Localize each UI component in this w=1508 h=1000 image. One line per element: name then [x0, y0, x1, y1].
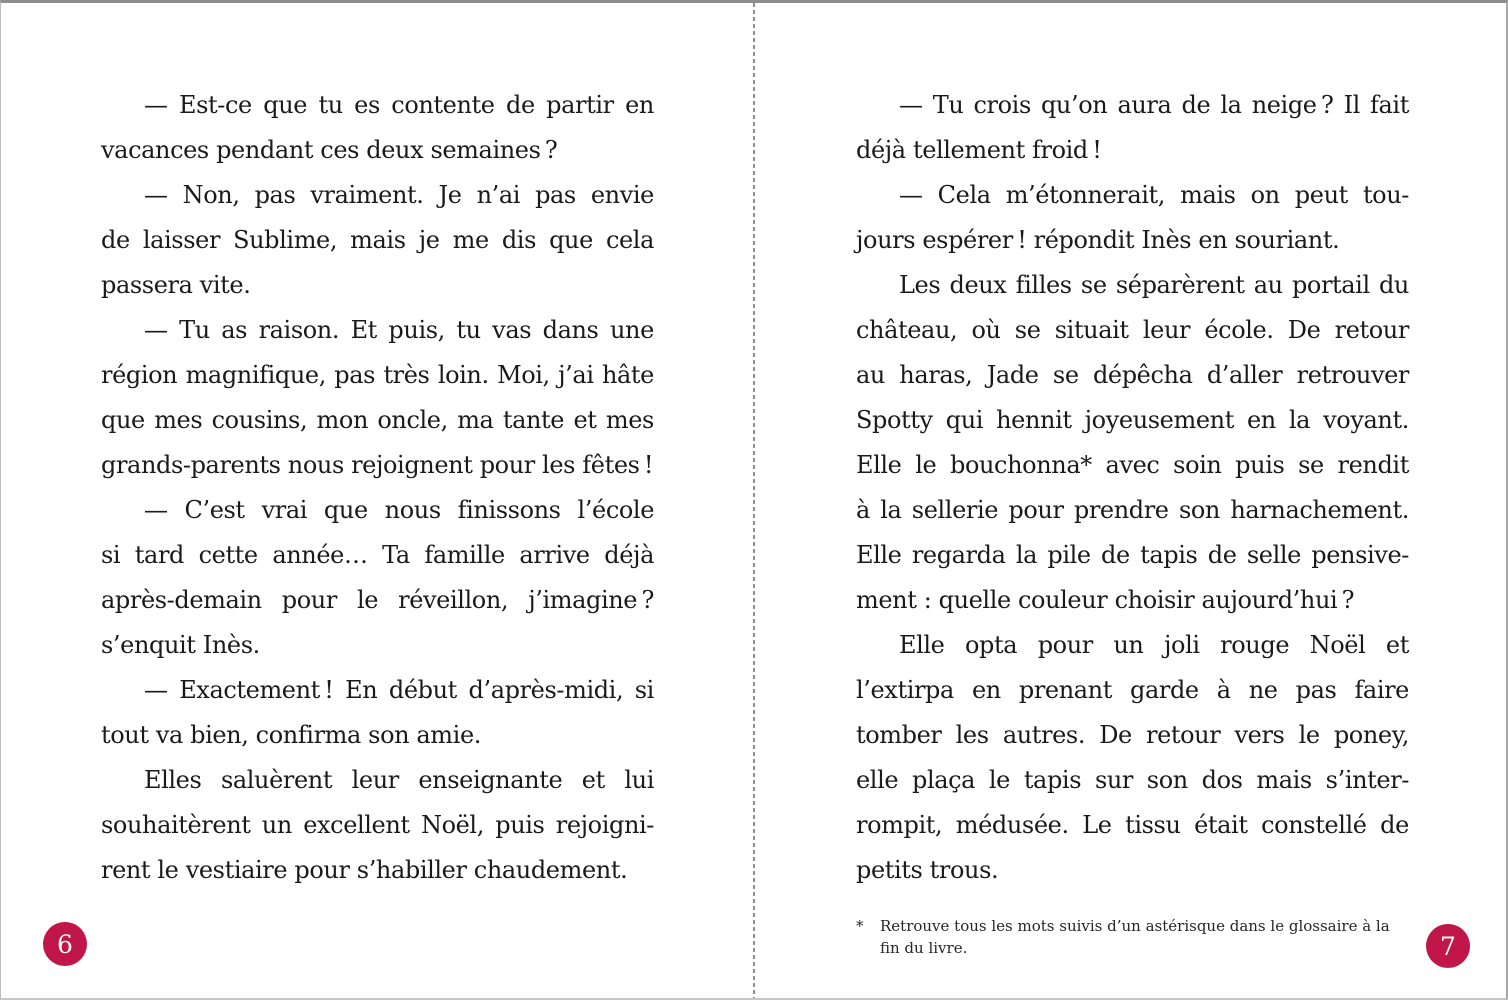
text-line: — Non, pas vraiment. Je n’ai pas envie — [144, 181, 654, 209]
text-line: rompit, médusée. Le tissu était constellé de — [856, 811, 1409, 839]
text-line: Spotty qui hennit joyeusement en la voyant. — [856, 406, 1409, 434]
text-line: ment : quelle couleur choisir aujourd’hui ? — [856, 586, 1355, 614]
text-line: elle plaça le tapis sur son dos mais s’inter- — [856, 766, 1409, 794]
text-line: de laisser Sublime, mais je me dis que cela — [101, 226, 654, 254]
text-line: — Tu crois qu’on aura de la neige ? Il fait — [899, 91, 1409, 119]
right-page-text — [856, 83, 1409, 893]
text-line: — Cela m’étonnerait, mais on peut tou- — [899, 181, 1409, 209]
page-divider — [753, 3, 755, 998]
text-line: tomber les autres. De retour vers le poney, — [856, 721, 1409, 749]
text-line: déjà tellement froid ! — [856, 136, 1102, 164]
text-line: s’enquit Inès. — [101, 631, 260, 659]
text-line: Les deux filles se séparèrent au portail du — [899, 271, 1409, 299]
text-line: — Exactement ! En début d’après-midi, si — [144, 676, 654, 704]
text-line: — Tu as raison. Et puis, tu vas dans une — [144, 316, 654, 344]
text-line: région magnifique, pas très loin. Moi, j’ai hâte — [101, 361, 654, 389]
text-line: souhaitèrent un excellent Noël, puis rejoigni- — [101, 811, 654, 839]
text-line: si tard cette année… Ta famille arrive déjà — [101, 541, 654, 569]
text-line: que mes cousins, mon oncle, ma tante et mes — [101, 406, 654, 434]
text-line: grands-parents nous rejoignent pour les fêtes ! — [101, 451, 654, 479]
text-line: l’extirpa en prenant garde à ne pas faire — [856, 676, 1409, 704]
text-line: à la sellerie pour prendre son harnachement. — [856, 496, 1409, 524]
footnote-text: Retrouve tous les mots suivis d’un astérisque dans le glossaire à la fin du livre. — [880, 917, 1390, 957]
text-line: rent le vestiaire pour s’habiller chaudement. — [101, 856, 628, 884]
footnote-asterisk: * — [856, 917, 864, 935]
page-number-right: 7 — [1440, 931, 1456, 961]
text-line: Elle opta pour un joli rouge Noël et — [899, 631, 1409, 659]
page-number-left: 6 — [57, 929, 73, 959]
text-line: — C’est vrai que nous finissons l’école — [144, 496, 654, 524]
text-line: petits trous. — [856, 856, 999, 884]
text-line: tout va bien, confirma son amie. — [101, 721, 481, 749]
text-line: Elle le bouchonna* avec soin puis se rendit — [856, 451, 1409, 479]
text-line: jours espérer ! répondit Inès en souriant. — [856, 226, 1340, 254]
text-line: Elles saluèrent leur enseignante et lui — [144, 766, 654, 794]
page-number-badge-right — [1426, 924, 1470, 968]
footnote — [856, 915, 1409, 959]
text-line: après-demain pour le réveillon, j’imagine ? — [101, 586, 654, 614]
left-page-text — [101, 83, 654, 893]
text-line: vacances pendant ces deux semaines ? — [101, 136, 558, 164]
page-number-badge-left — [43, 922, 87, 966]
text-line: au haras, Jade se dépêcha d’aller retrouver — [856, 361, 1409, 389]
text-line: château, où se situait leur école. De retour — [856, 316, 1409, 344]
text-line: — Est-ce que tu es contente de partir en — [144, 91, 654, 119]
text-line: passera vite. — [101, 271, 251, 299]
text-line: Elle regarda la pile de tapis de selle pensive- — [856, 541, 1409, 569]
